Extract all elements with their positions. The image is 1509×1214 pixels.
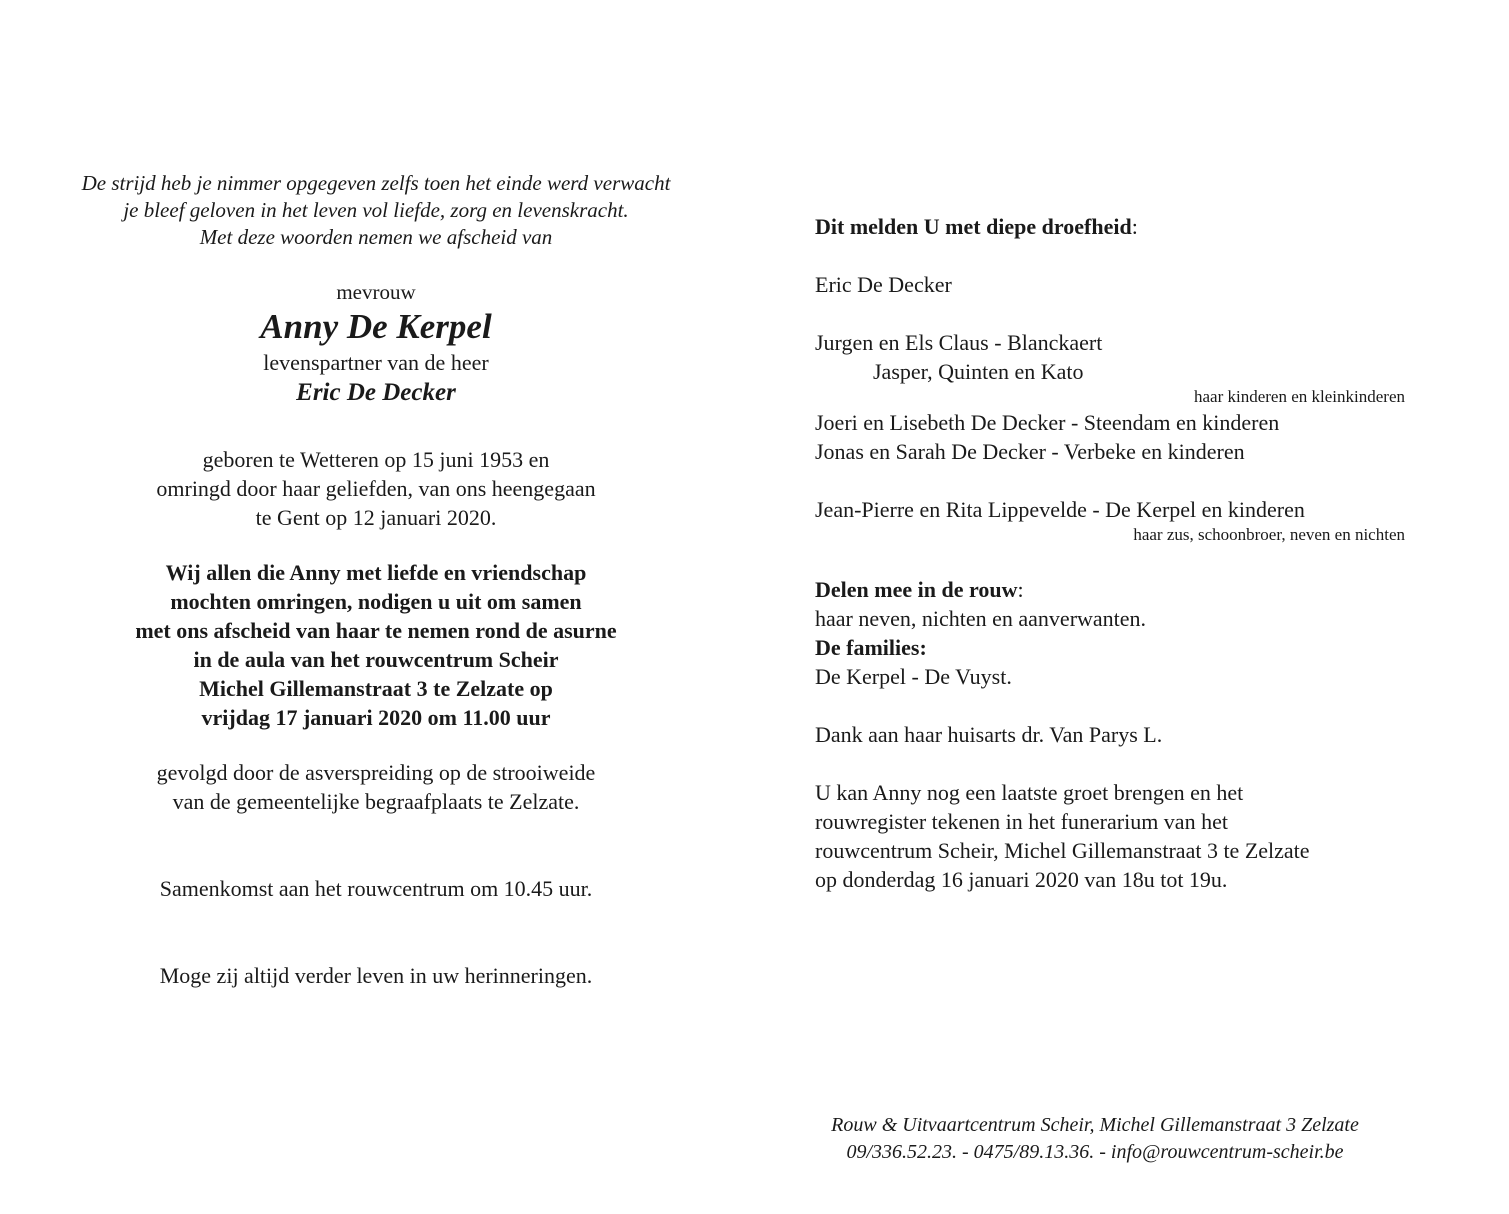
followup-info — [40, 758, 712, 816]
deceased-name: Anny De Kerpel — [260, 307, 492, 346]
left-column — [40, 170, 712, 990]
birth-line: omringd door haar geliefden, van ons heengegaan — [156, 476, 596, 501]
family-children-1: Jurgen en Els Claus - Blanckaert — [815, 330, 1103, 355]
birth-death-info — [40, 445, 712, 532]
invitation — [40, 558, 712, 732]
family-partner: Eric De Decker — [815, 272, 952, 297]
partner-name: Eric De Decker — [296, 379, 456, 406]
footer-contact: 09/336.52.23. - 0475/89.13.36. - info@rouwcentrum-scheir.be — [846, 1141, 1344, 1163]
visit-line: rouwregister tekenen in het funerarium van het — [815, 809, 1228, 834]
honorific: mevrouw — [336, 280, 416, 304]
invitation-line: Wij allen die Anny met liefde en vriendschap — [165, 560, 587, 585]
share-text: haar neven, nichten en aanverwanten. — [815, 606, 1147, 631]
announcement — [815, 212, 1405, 241]
followup-line: gevolgd door de asverspreiding op de strooiweide — [156, 760, 596, 785]
family-sister: Jean-Pierre en Rita Lippevelde - De Kerpel en kinderen — [815, 497, 1305, 522]
families-label: De families: — [815, 635, 927, 660]
opening-quote — [40, 170, 712, 251]
share-colon: : — [1017, 577, 1024, 602]
invitation-line: in de aula van het rouwcentrum Scheir — [193, 647, 559, 672]
visit-line: U kan Anny nog een laatste groet brengen en het — [815, 780, 1244, 805]
gathering-info: Samenkomst aan het rouwcentrum om 10.45 uur. — [159, 876, 593, 901]
family-children-3: Jonas en Sarah De Decker - Verbeke en kinderen — [815, 439, 1245, 464]
visit-line: rouwcentrum Scheir, Michel Gillemanstraat 3 te Zelzate — [815, 838, 1310, 863]
announcement-colon: : — [1131, 214, 1138, 239]
quote-line: Met deze woorden nemen we afscheid van — [199, 225, 553, 249]
birth-line: geboren te Wetteren op 15 juni 1953 en — [202, 447, 550, 472]
share-bold: Delen mee in de rouw — [815, 577, 1018, 602]
birth-line: te Gent op 12 januari 2020. — [255, 505, 497, 530]
thanks-line: Dank aan haar huisarts dr. Van Parys L. — [815, 722, 1163, 747]
announcement-bold: Dit melden U met diepe droefheid — [815, 214, 1132, 239]
share-mourning — [815, 575, 1405, 604]
sister-note: haar zus, schoonbroer, neven en nichten — [1133, 525, 1405, 544]
relation-text: levenspartner van de heer — [263, 350, 489, 375]
right-column — [815, 212, 1405, 894]
quote-line: je bleef geloven in het leven vol liefde, zorg en levenskracht. — [123, 198, 629, 222]
funeral-home-footer — [790, 1112, 1400, 1166]
invitation-line: met ons afscheid van haar te nemen rond de asurne — [135, 618, 617, 643]
invitation-line: Michel Gillemanstraat 3 te Zelzate op — [199, 676, 553, 701]
children-note: haar kinderen en kleinkinderen — [1194, 387, 1405, 406]
family-grandchildren: Jasper, Quinten en Kato — [873, 359, 1084, 384]
families-names: De Kerpel - De Vuyst. — [815, 664, 1012, 689]
followup-line: van de gemeentelijke begraafplaats te Zelzate. — [172, 789, 580, 814]
footer-address: Rouw & Uitvaartcentrum Scheir, Michel Gillemanstraat 3 Zelzate — [831, 1114, 1359, 1136]
invitation-line: mochten omringen, nodigen u uit om samen — [170, 589, 582, 614]
family-children-2: Joeri en Lisebeth De Decker - Steendam en kinderen — [815, 410, 1280, 435]
closing-line: Moge zij altijd verder leven in uw herinneringen. — [159, 963, 593, 988]
visit-line: op donderdag 16 januari 2020 van 18u tot 19u. — [815, 867, 1228, 892]
invitation-line: vrijdag 17 januari 2020 om 11.00 uur — [201, 705, 551, 730]
quote-line: De strijd heb je nimmer opgegeven zelfs toen het einde werd verwacht — [81, 171, 671, 195]
